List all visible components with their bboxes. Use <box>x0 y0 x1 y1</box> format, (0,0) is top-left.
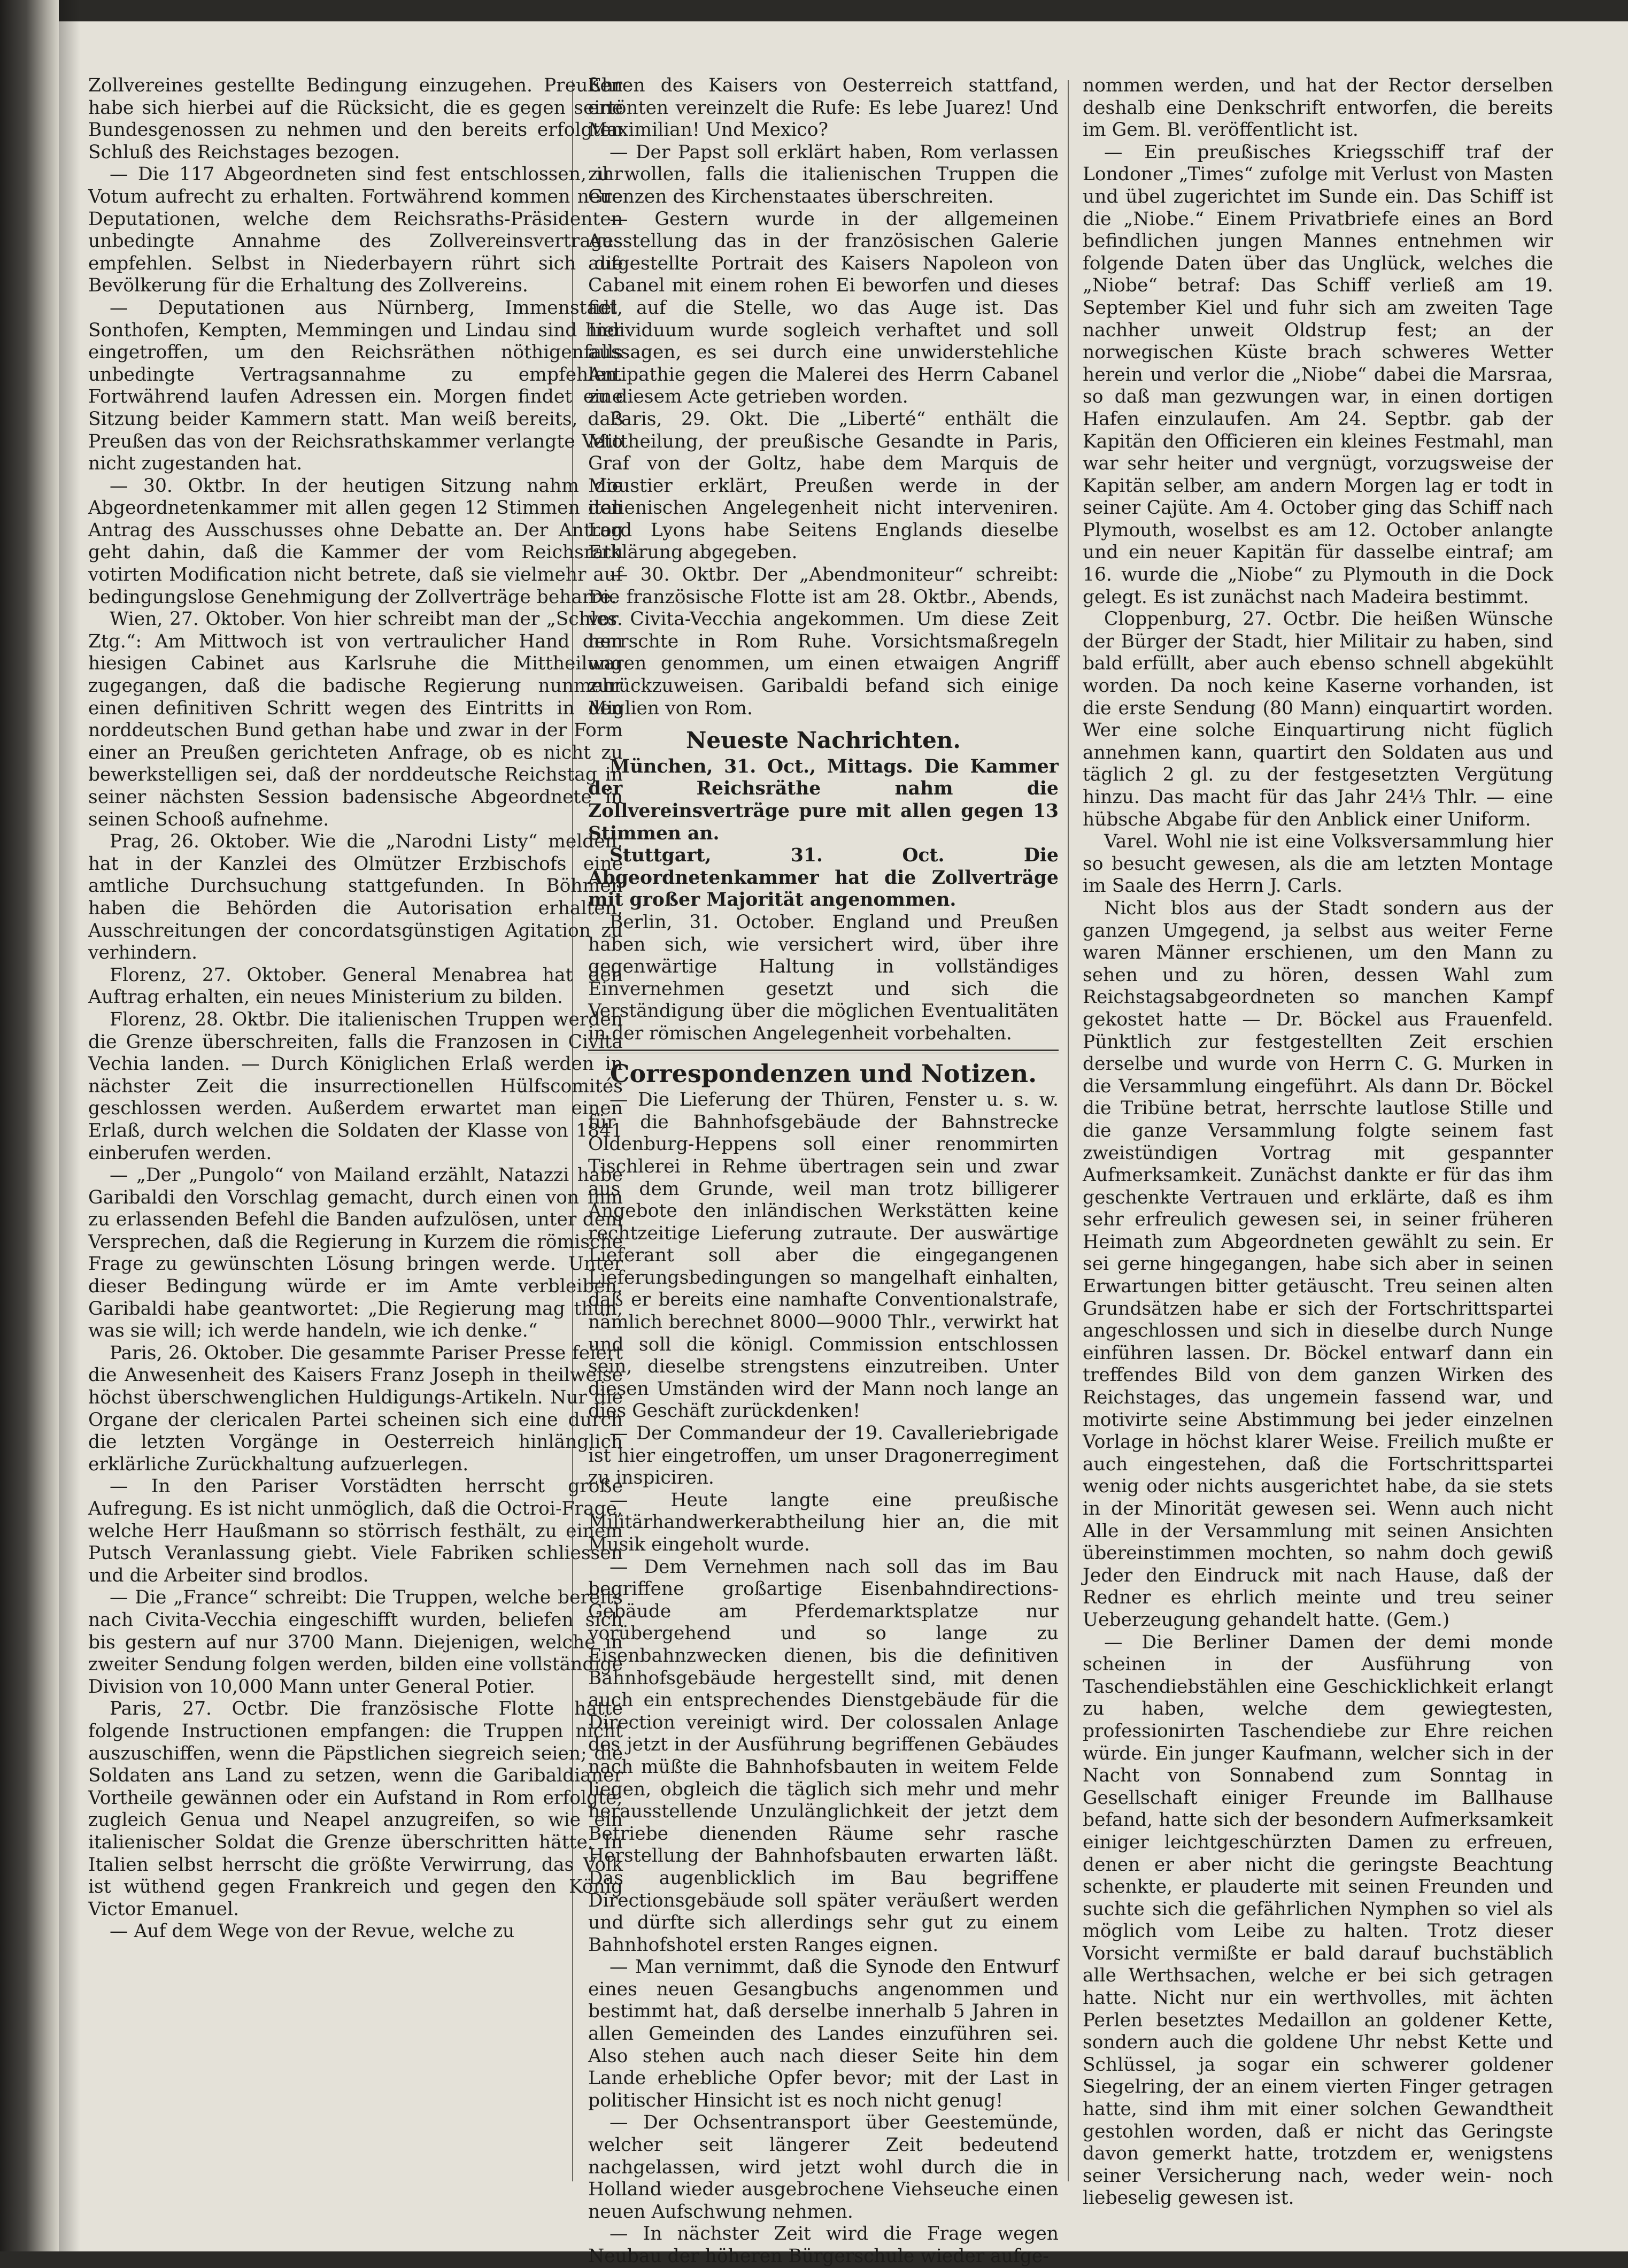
paragraph: — In den Pariser Vorstädten herrscht große Aufregung. Es ist nicht unmöglich, daß die Octroi-Frage, welche Herr Haußmann so störrisch festhält, zu einem Putsch Veranlassung giebt. Viele Fabriken schliessen und die Arbeiter sind brodlos. <box>88 1476 623 1586</box>
paragraph: Wien, 27. Oktober. Von hier schreibt man der „Schles. Ztg.“: Am Mittwoch ist von vertraulicher Hand dem hiesigen Cabinet aus Karlsruhe die Mittheilung zugegangen, daß die badische Regierung nunmehr einen definitiven Schritt wegen des Eintritts in den norddeutschen Bund gethan habe und zwar in der Form einer an Preußen gerichteten Anfrage, ob es nicht zu bewerkstelligen sei, daß der norddeutsche Reichstag in seiner nächsten Session badensische Abgeordnete in seinen Schooß aufnehme. <box>88 608 623 830</box>
paragraph: — Der Papst soll erklärt haben, Rom verlassen zu wollen, falls die italienischen Truppen die Grenzen des Kirchenstaates überschreiten. <box>588 141 1059 207</box>
column-1 <box>88 75 623 2181</box>
paragraph: Nicht blos aus der Stadt sondern aus der ganzen Umgegend, ja selbst aus weiter Ferne waren Männer erschienen, um den Mann zu sehen und zu hören, dessen Wahl zum Reichstagsabgeordneten so manchen Kampf gekostet hatte — Dr. Böckel aus Frauenfeld. Pünktlich zur festgestellten Zeit erschien derselbe und wurde von Herrn C. G. Murken in die Versammlung eingeführt. Als dann Dr. Böckel die Tribüne betrat, herrschte lautlose Stille und die ganze Versammlung folgte seinem fast zweistündigen Vortrag mit gespannter Aufmerksamkeit. Zunächst dankte er für das ihm geschenkte Vertrauen und erklärte, daß es ihm sehr erfreulich gewesen sei, in seiner früheren Heimath zum Abgeordneten gewählt zu sein. Er sei gerne hingegangen, habe sich aber in seinen Erwartungen bitter getäuscht. Treu seinen alten Grundsätzen habe er sich der Fortschrittspartei angeschlossen und sich in dieselbe durch Nunge einführen lassen. Dr. Böckel entwarf dann ein treffendes Bild von dem ganzen Wirken des Reichstages, das ungemein fassend war, und motivirte seine Abstimmung bei jeder einzelnen Vorlage in höchst klarer Weise. Freilich mußte er auch eingestehen, daß die Fortschrittspartei wenig oder nichts ausgerichtet habe, da sie stets in der Minorität gewesen sei. Wenn auch nicht Alle in der Versammlung mit seinen Ansichten übereinstimmen mochten, so nahm doch gewiß Jeder den Eindruck mit nach Hause, daß der Redner es ehrlich meinte und treu seiner Ueberzeugung gehandelt hatte. (Gem.) <box>1083 897 1553 1631</box>
paragraph: Ehren des Kaisers von Oesterreich stattfand, ertönten vereinzelt die Rufe: Es lebe Juarez! Und Maximilian! Und Mexico? <box>588 75 1059 141</box>
news-item: Berlin, 31. October. England und Preußen haben sich, wie versichert wird, über ihre gegenwärtige Haltung in vollständiges Einvernehmen gesetzt und sich die Verständigung über die möglichen Eventualitäten in der römischen Angelegenheit vorbehalten. <box>588 911 1059 1044</box>
paragraph: — Deputationen aus Nürnberg, Immenstadt, Sonthofen, Kempten, Memmingen und Lindau sind hier eingetroffen, um den Reichsräthen nöthigenfalls unbedingte Vertragsannahme zu empfehlen. Fortwährend laufen Adressen ein. Morgen findet eine Sitzung beider Kammern statt. Man weiß bereits, daß Preußen das von der Reichsrathskammer verlangte Veto nicht zugestanden hat. <box>88 297 623 475</box>
paragraph: — Der Ochsentransport über Geestemünde, welcher seit längerer Zeit bedeutend nachgelassen, wird jetzt wohl durch die in Holland wieder ausgebrochene Viehseuche einen neuen Aufschwung nehmen. <box>588 2112 1059 2223</box>
paragraph: — Die Lieferung der Thüren, Fenster u. s. w. für die Bahnhofsgebäude der Bahnstrecke Oldenburg-Heppens soll einer renommirten Tischlerei in Rehme übertragen sein und zwar aus dem Grunde, weil man trotz billigerer Angebote den inländischen Werkstätten keine rechtzeitige Lieferung zutraute. Der auswärtige Lieferant soll aber die eingegangenen Lieferungsbedingungen so mangelhaft einhalten, daß er bereits eine namhafte Conventionalstrafe, nämlich berechnet 8000—9000 Thlr., verwirkt hat und soll die königl. Commission entschlossen sein, dieselbe strengstens einzutreiben. Unter diesen Umständen wird der Mann noch lange an dies Geschäft zurückdenken! <box>588 1089 1059 1422</box>
paragraph: — Die Berliner Damen der demi monde scheinen in der Ausführung von Taschendiebstählen eine Geschicklichkeit erlangt zu haben, welche dem gewiegtesten, professionirten Taschendiebe zur Ehre reichen würde. Ein junger Kaufmann, welcher sich in der Nacht von Sonnabend zum Sonntag in Gesellschaft einiger Freunde im Ballhause befand, hatte sich der besondern Aufmerksamkeit einiger leichtgeschürzten Damen zu erfreuen, denen er aber nicht die geringste Beachtung schenkte, er plauderte mit seinen Freunden und suchte sich die gefährlichen Nymphen so viel als möglich vom Leibe zu halten. Trotz dieser Vorsicht vermißte er bald darauf buchstäblich alle Werthsachen, welche er bei sich getragen hatte. Nicht nur ein werthvolles, mit ächten Perlen besetztes Medaillon an goldener Kette, sondern auch die goldene Uhr nebst Kette und Schlüssel, ja sogar ein schwerer goldener Siegelring, der an einem vierten Finger getragen hatte, sind ihm mit einer solchen Gewandtheit gestohlen worden, daß er nicht das Geringste davon gemerkt hatte, trotzdem er, wenigstens seiner Versicherung nach, weder wein- noch liebeselig gewesen ist. <box>1083 1631 1553 2209</box>
page-gutter <box>59 0 80 2251</box>
paragraph: — 30. Oktbr. Der „Abendmoniteur“ schreibt: Die französische Flotte ist am 28. Oktbr., Abends, vor Civita-Vecchia angekommen. Um diese Zeit herrschte in Rom Ruhe. Vorsichtsmaßregeln waren genommen, um einen etwaigen Angriff zurückzuweisen. Garibaldi befand sich einige Miglien von Rom. <box>588 564 1059 719</box>
paragraph: — Auf dem Wege von der Revue, welche zu <box>110 1920 515 1942</box>
section-divider <box>588 1050 1059 1053</box>
paragraph: — Ein preußisches Kriegsschiff traf der Londoner „Times“ zufolge mit Verlust von Masten und übel zugerichtet im Sunde ein. Das Schiff ist die „Niobe.“ Einem Privatbriefe eines an Bord befindlichen jungen Mannes entnehmen wir folgende Daten über das Unglück, welches die „Niobe“ betraf: Das Schiff verließ am 19. September Kiel und fuhr sich am zweiten Tage nachher unweit Oldstrup fest; an der norwegischen Küste brach schweres Wetter herein und verlor die „Niobe“ dabei die Marsraa, so daß man gezwungen war, in einen dortigen Hafen einzulaufen. Am 24. Septbr. gab der Kapitän den Officieren ein kleines Festmahl, man war sehr heiter und vergnügt, vorzugsweise der Kapitän selber, am andern Morgen lag er todt in seiner Cajüte. Am 4. October ging das Schiff nach Plymouth, woselbst es am 12. October anlangte und ein neuer Kapitän für dasselbe eintraf; am 16. wurde die „Niobe“ zu Plymouth in die Dock gelegt. Es ist zunächst nach Madeira bestimmt. <box>1083 141 1553 608</box>
paragraph: Prag, 26. Oktober. Wie die „Narodni Listy“ melden, hat in der Kanzlei des Olmützer Erzbischofs eine amtliche Durchsuchung stattgefunden. In Böhmen haben die Behörden die Autorisation erhalten, Ausschreitungen der concordatsgünstigen Agitation zu verhindern. <box>88 831 623 964</box>
paragraph: Paris, 29. Okt. Die „Liberté“ enthält die Mittheilung, der preußische Gesandte in Paris, Graf von der Goltz, habe dem Marquis de Moustier erklärt, Preußen werde in der italienischen Angelegenheit nicht interveniren. Lord Lyons habe Seitens Englands dieselbe Erklärung abgegeben. <box>588 408 1059 564</box>
paragraph: Cloppenburg, 27. Octbr. Die heißen Wünsche der Bürger der Stadt, hier Militair zu haben, sind bald erfüllt, aber auch ebenso schnell abgekühlt worden. Da noch keine Kaserne vorhanden, ist die erste Sendung (80 Mann) einquartirt worden. Wer eine solche Einquartirung nicht füglich annehmen kann, quartirt den Soldaten aus und täglich 2 gl. zu der festgesetzten Vergütung hinzu. Das macht für das Jahr 24⅓ Thlr. — eine hübsche Abgabe für den Anblick einer Uniform. <box>1083 608 1553 830</box>
paragraph: Florenz, 27. Oktober. General Menabrea hat den Auftrag erhalten, ein neues Ministerium zu bilden. <box>88 964 623 1008</box>
paragraph: — Heute langte eine preußische Militärhandwerkerabtheilung hier an, die mit Musik eingeholt wurde. <box>588 1489 1059 1555</box>
paragraph: — Die 117 Abgeordneten sind fest entschlossen, ihr Votum aufrecht zu erhalten. Fortwährend kommen neue Deputationen, welche dem Reichsraths-Präsidenten unbedingte Annahme des Zollvereinsvertrages empfehlen. Selbst in Niederbayern rührt sich die Bevölkerung für die Erhaltung des Zollvereins. <box>88 164 623 297</box>
column-3 <box>1083 75 1553 2209</box>
book-spine <box>0 0 59 2251</box>
paragraph: — Gestern wurde in der allgemeinen Ausstellung das in der französischen Galerie aufgestellte Portrait des Kaisers Napoleon von Cabanel mit einem rohen Ei beworfen und dieses fiel auf die Stelle, wo das Auge ist. Das Individuum wurde sogleich verhaftet und soll aussagen, es sei durch eine unwiderstehliche Antipathie gegen die Malerei des Herrn Cabanel zu diesem Acte getrieben worden. <box>588 208 1059 408</box>
paragraph: — „Der „Pungolo“ von Mailand erzählt, Natazzi habe Garibaldi den Vorschlag gemacht, durch einen von ihm zu erlassenden Befehl die Banden aufzulösen, unter dem Versprechen, daß die Regierung in Kurzem die römische Frage zu gewünschten Lösung bringen werde. Unter dieser Bedingung würde er im Amte verbleiben. Garibaldi habe geantwortet: „Die Regierung mag thun, was sie will; ich werde handeln, wie ich denke.“ <box>88 1164 623 1342</box>
paragraph: — Dem Vernehmen nach soll das im Bau begriffene großartige Eisenbahndirections-Gebäude am Pferdemarktsplatze nur vorübergehend und so lange zu Eisenbahnzwecken dienen, bis die definitiven Bahnhofsgebäude hergestellt sind, mit denen auch ein entsprechendes Dienstgebäude für die Direction vereinigt wird. Der colossalen Anlage des jetzt in der Ausführung begriffenen Gebäudes nach müßte die Bahnhofsbauten in weitem Felde liegen, obgleich die täglich sich mehr und mehr herausstellende Unzulänglichkeit der jetzt dem Betriebe dienenden Räume sehr rasche Herstellung der Bahnhofsbauten erwarten läßt. Das augenblicklich im Bau begriffene Directionsgebäude soll später veräußert werden und dürfte sich allerdings sehr gut zu einem Bahnhofshotel ersten Ranges eignen. <box>588 1556 1059 1956</box>
news-item: Stuttgart, 31. Oct. Die Abgeordnetenkammer hat die Zollverträge mit großer Majorität angenommen. <box>588 845 1059 911</box>
column-rule <box>1068 80 1069 2181</box>
column-2 <box>588 75 1059 2267</box>
news-item: München, 31. Oct., Mittags. Die Kammer der Reichsräthe nahm die Zollvereinsverträge pure mit allen gegen 13 Stimmen an. <box>588 755 1059 844</box>
paragraph: — Man vernimmt, daß die Synode den Entwurf eines neuen Gesangbuchs angenommen und bestimmt hat, daß derselbe innerhalb 5 Jahren in allen Gemeinden des Landes einzuführen sei. Also stehen auch nach dieser Seite hin dem Lande erhebliche Opfer bevor; mit der Last in politischer Hinsicht ist es noch nicht genug! <box>588 1956 1059 2111</box>
paragraph: nommen werden, und hat der Rector derselben deshalb eine Denkschrift entworfen, die bereits im Gem. Bl. veröffentlicht ist. <box>1083 75 1553 141</box>
section-heading-neueste: Neueste Nachrichten. <box>686 727 961 754</box>
section-heading-correspondenzen: Correspondenzen und Notizen. <box>609 1059 1037 1088</box>
paragraph: Paris, 26. Oktober. Die gesammte Pariser Presse feiert die Anwesenheit des Kaisers Franz Joseph in theilweise höchst überschwenglichen Huldigungs-Artikeln. Nur die Organe der clericalen Partei scheinen sich eine durch die letzten Vorgänge in Oesterreich hinlänglich erklärliche Zurückhaltung aufzuerlegen. <box>88 1342 623 1475</box>
paragraph: — In nächster Zeit wird die Frage wegen Neubau der höheren Bürgerschule wieder aufge- <box>588 2223 1059 2267</box>
paragraph: Florenz, 28. Oktbr. Die italienischen Truppen werden die Grenze überschreiten, falls die Franzosen in Civita Vechia landen. — Durch Königlichen Erlaß werden in nächster Zeit die insurrectionellen Hülfscomités geschlossen werden. Außerdem erwartet man einen Erlaß, durch welchen die Soldaten der Klasse von 1841 einberufen werden. <box>88 1008 623 1164</box>
paragraph: Paris, 27. Octbr. Die französische Flotte hatte folgende Instructionen empfangen: die Truppen nicht auszuschiffen, wenn die Päpstlichen siegreich seien; die Soldaten ans Land zu setzen, wenn die Garibaldianer Vortheile gewännen oder ein Aufstand in Rom erfolgte; zugleich Genua und Neapel anzugreifen, so wie ein italienischer Soldat die Grenze überschritten hätte. In Italien selbst herrscht die größte Verwirrung, das Volk ist wüthend gegen Frankreich und gegen den König Victor Emanuel. <box>88 1698 623 1920</box>
paragraph: Zollvereines gestellte Bedingung einzugehen. Preußen habe sich hierbei auf die Rücksicht, die es gegen seine Bundesgenossen zu nehmen und den bereits erfolgten Schluß des Reichstages bezogen. <box>88 75 623 163</box>
paragraph: — 30. Oktbr. In der heutigen Sitzung nahm die Abgeordnetenkammer mit allen gegen 12 Stimmen den Antrag des Ausschusses ohne Debatte an. Der Antrag geht dahin, daß die Kammer der vom Reichsrath votirten Modification nicht betrete, daß sie vielmehr auf bedingungslose Genehmigung der Zollverträge beharre. <box>88 475 623 608</box>
paragraph: — Der Commandeur der 19. Cavalleriebrigade ist hier eingetroffen, um unser Dragonerregiment zu inspiciren. <box>588 1423 1059 1489</box>
paragraph: Varel. Wohl nie ist eine Volksversammlung hier so besucht gewesen, als die am letzten Montage im Saale des Herrn J. Carls. <box>1083 831 1553 897</box>
paragraph: — Die „France“ schreibt: Die Truppen, welche bereits nach Civita-Vecchia eingeschifft wurden, beliefen sich bis gestern auf nur 3700 Mann. Diejenigen, welche in zweiter Sendung folgen werden, bilden eine vollständige Division von 10,000 Mann unter General Potier. <box>88 1587 623 1698</box>
